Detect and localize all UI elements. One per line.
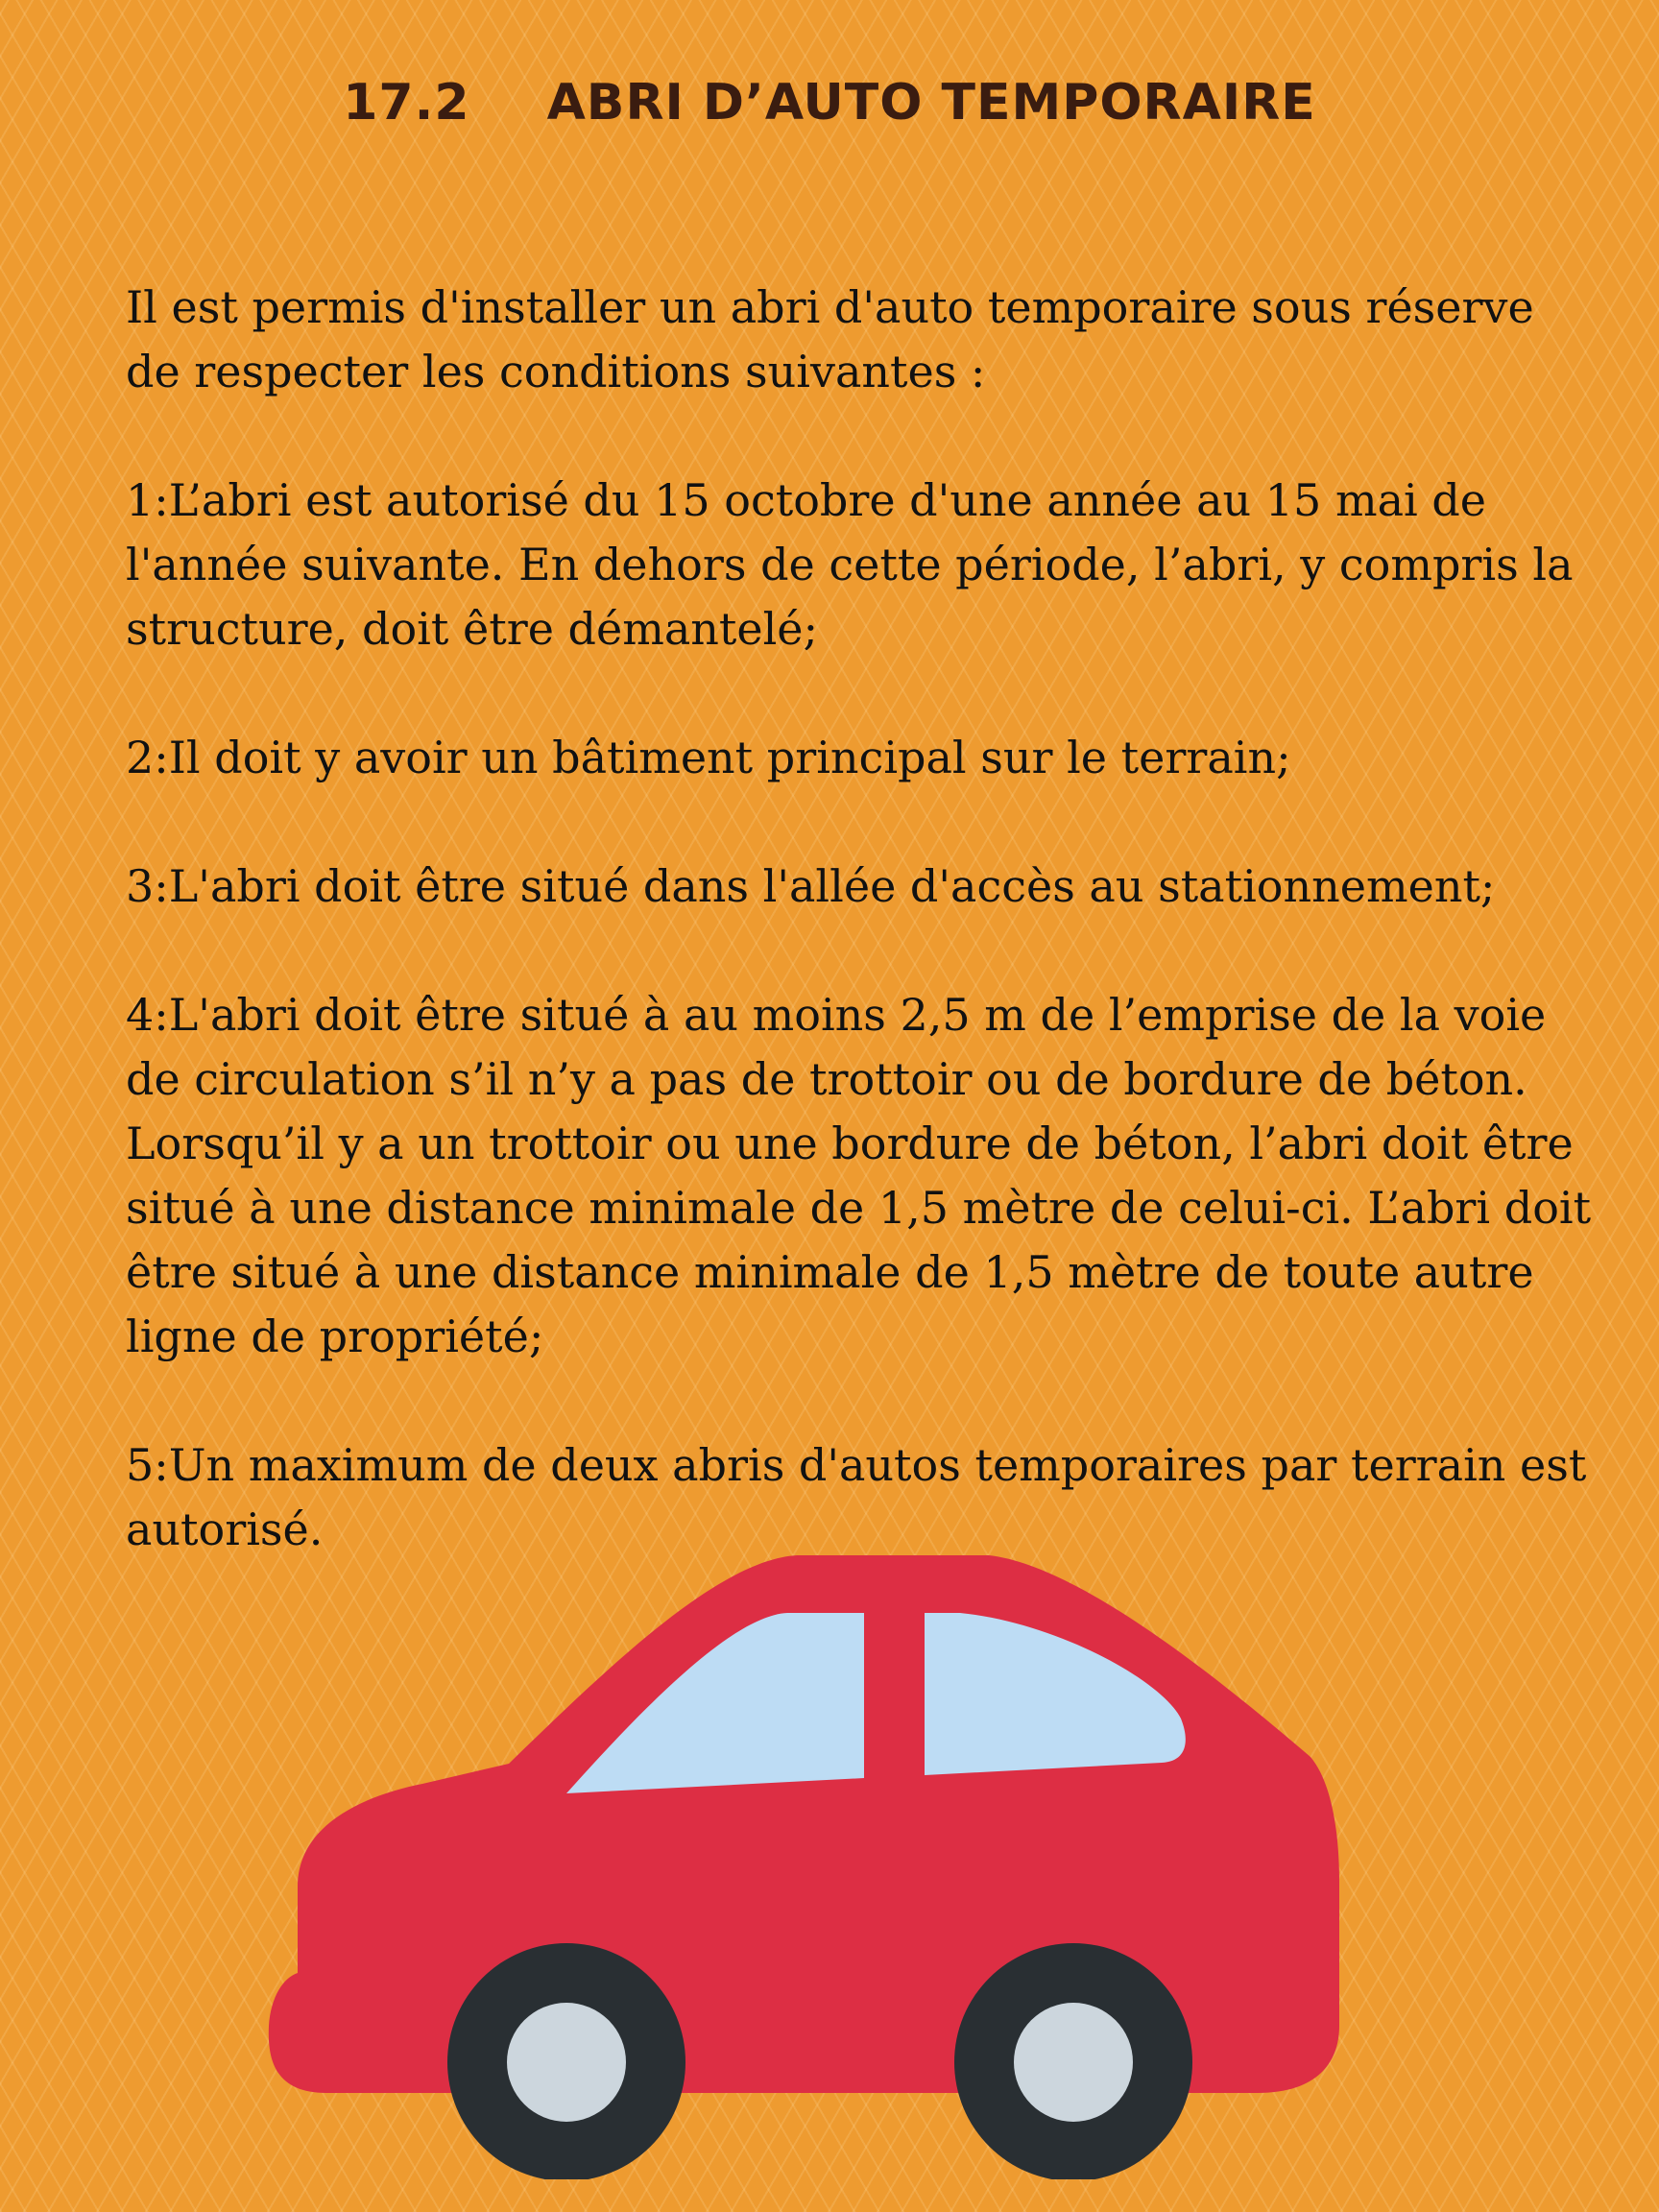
condition-2: 2:Il doit y avoir un bâtiment principal sur le terrain; — [126, 732, 1291, 783]
condition-3: 3:L'abri doit être situé dans l'allée d'accès au stationnement; — [126, 860, 1496, 912]
section-number: 17.2 — [343, 74, 470, 132]
rear-hubcap — [507, 2003, 626, 2122]
front-hubcap — [1014, 2003, 1133, 2122]
section-title: ABRI D’AUTO TEMPORAIRE — [546, 74, 1316, 132]
condition-5: 5:Un maximum de deux abris d'autos temporaires par terrain est autorisé. — [126, 1439, 1587, 1555]
condition-1: 1:L’abri est autorisé du 15 octobre d'une année au 15 mai de l'année suivante. En dehors de cette période, l’abri, y compris la structure, doit être démantelé; — [126, 474, 1574, 655]
condition-4: 4:L'abri doit être situé à au moins 2,5 m de l’emprise de la voie de circulation s’il n’y a pas de trottoir ou de bordure de béton. Lorsqu’il y a un trottoir ou une bordure de béton, l’abri doit être situé à une distance minimale de 1,5 mètre de celui-ci. L’abri doit être situé à une distance minimale de 1,5 mètre de toute autre ligne de propriété; — [126, 989, 1592, 1362]
document-body — [126, 276, 1595, 1626]
page-title — [0, 69, 1659, 136]
intro-paragraph: Il est permis d'installer un abri d'auto temporaire sous réserve de respecter les conditions suivantes : — [126, 281, 1534, 397]
car-icon — [259, 1546, 1354, 2179]
